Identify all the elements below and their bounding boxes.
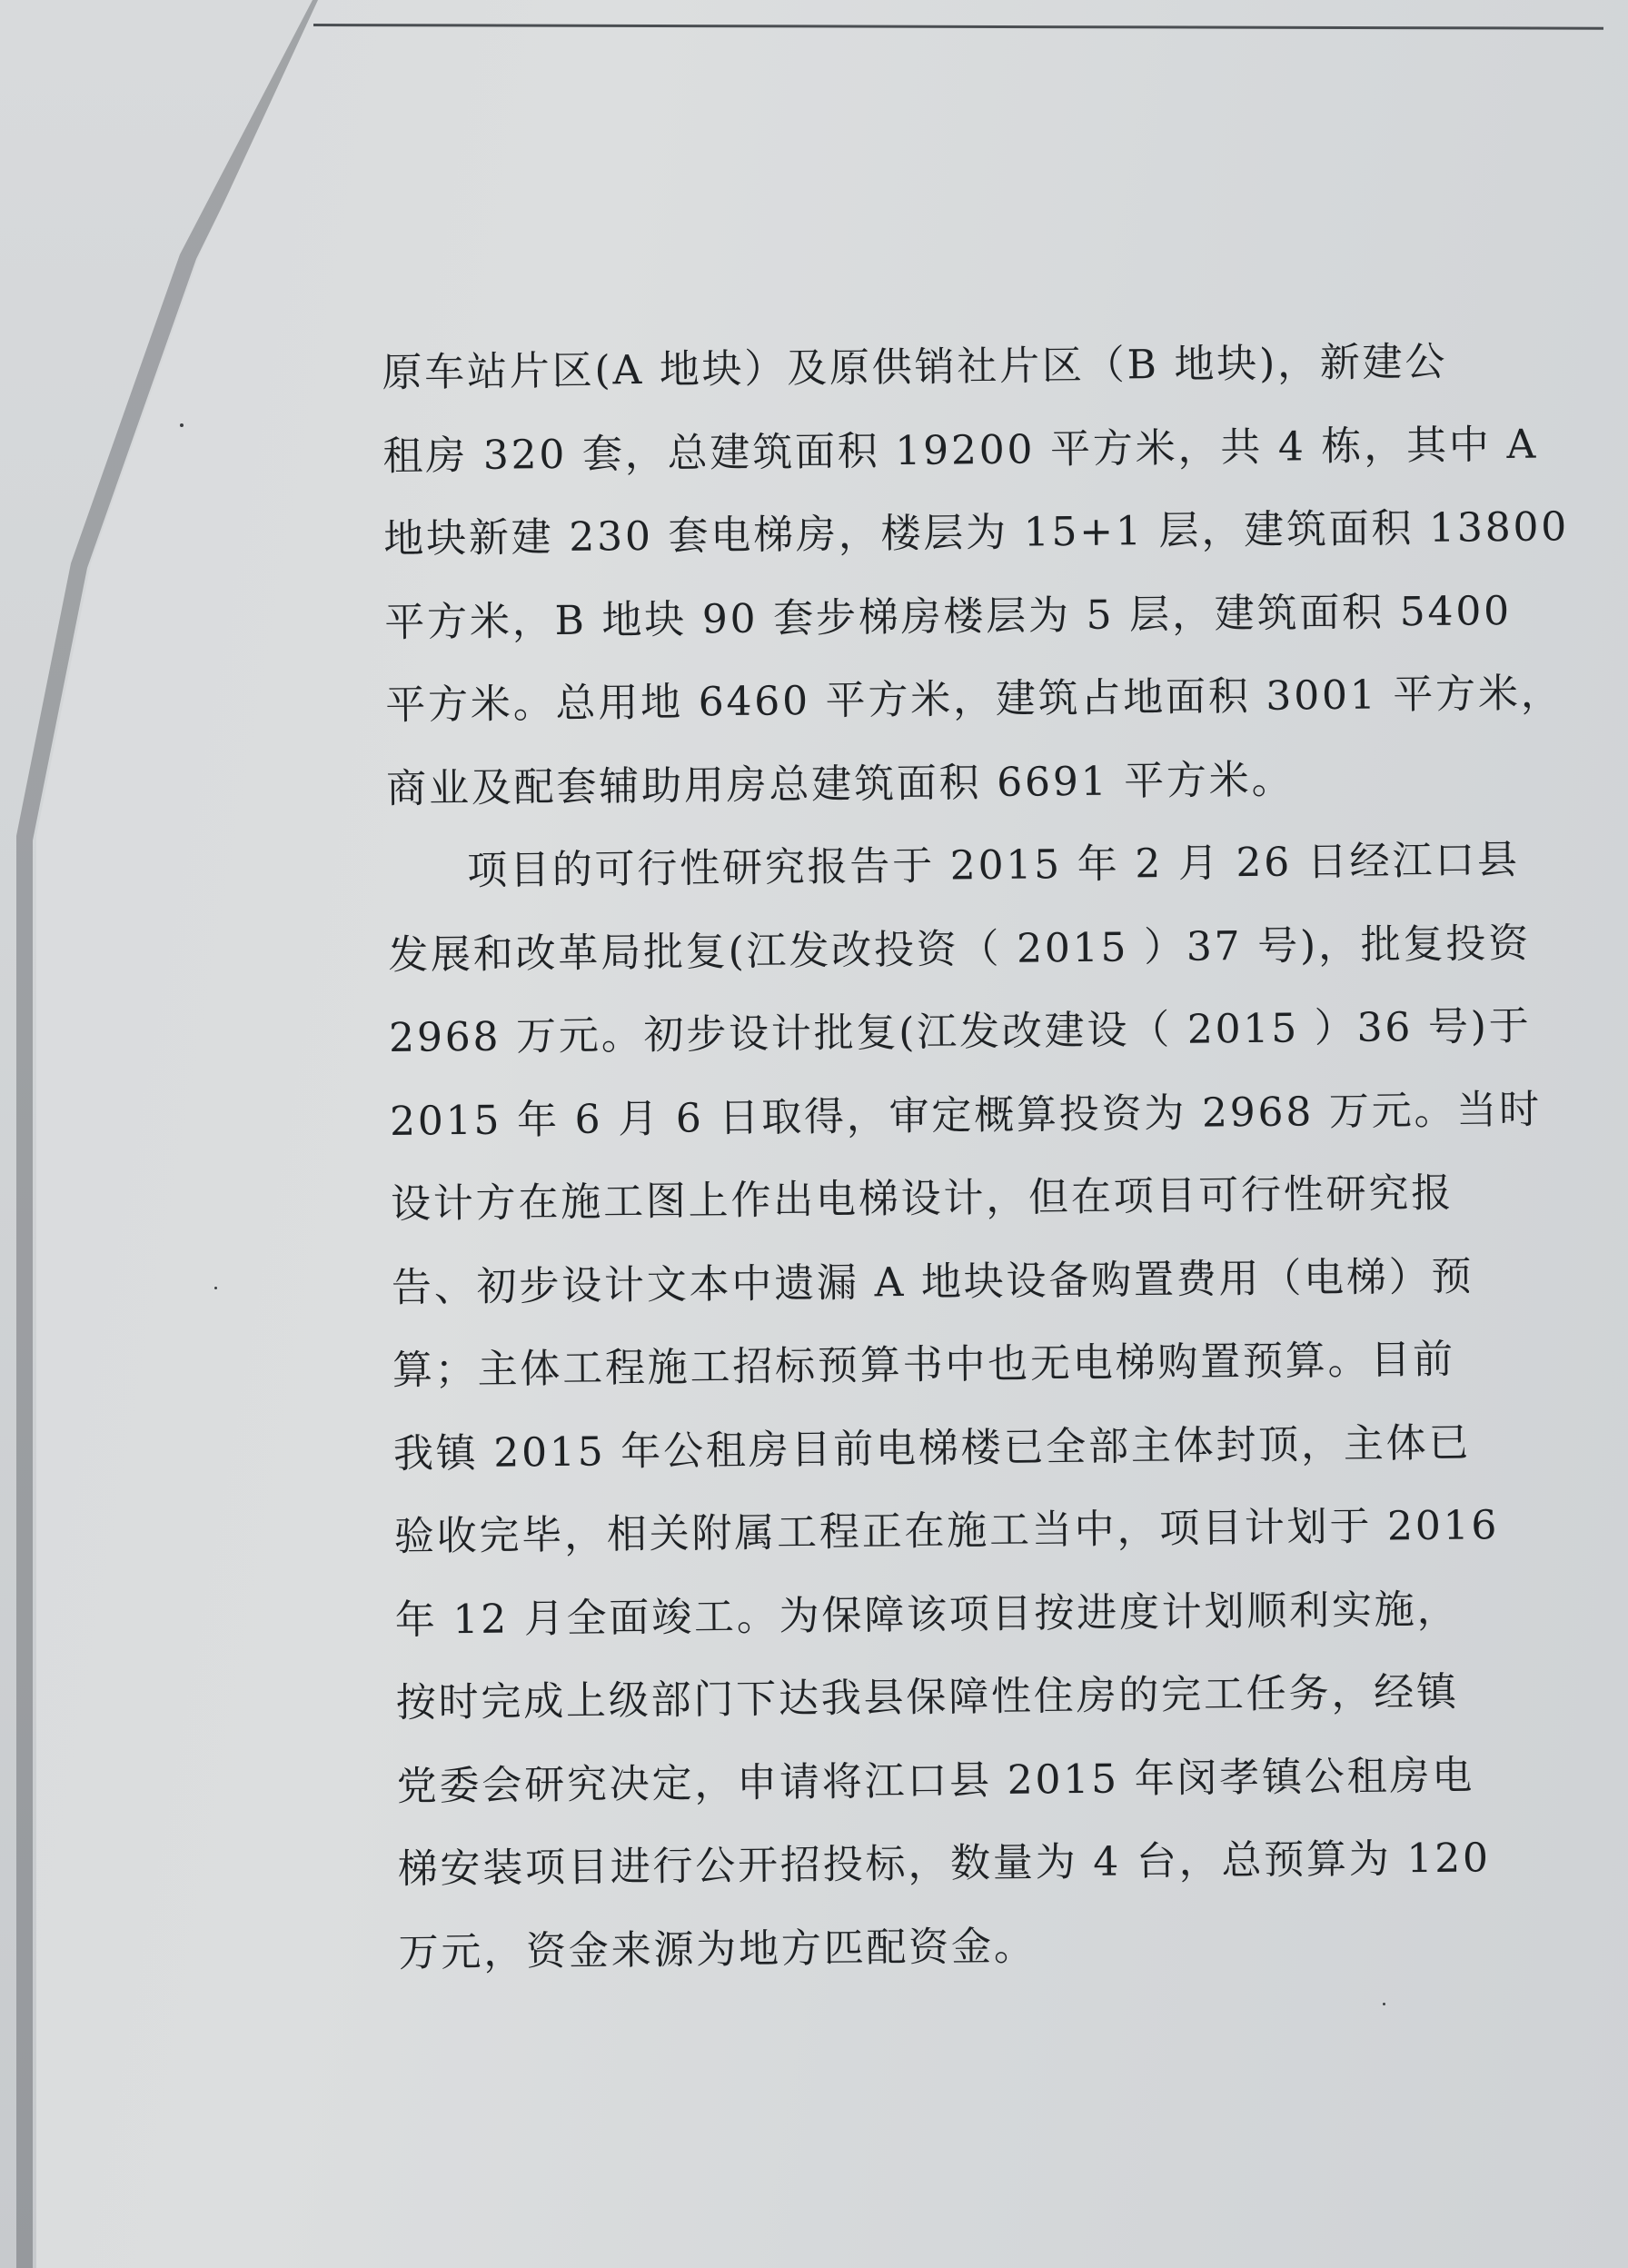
- text-line: 发展和改革局批复(江发改投资（ 2015 ）37 号)，批复投资: [387, 920, 1532, 979]
- text-line: 万元，资金来源为地方匹配资金。: [398, 1923, 1037, 1976]
- text-line: 2968 万元。初步设计批复(江发改建设（ 2015 ）36 号)于: [388, 1002, 1532, 1061]
- text-line: 平方米，B 地块 90 套步梯房楼层为 5 层，建筑面积 5400: [384, 587, 1513, 646]
- text-line: 告、初步设计文本中遗漏 A 地块设备购置费用（电梯）预: [391, 1252, 1474, 1311]
- body-text: [382, 320, 1570, 1994]
- text-line: 梯安装项目进行公开招投标，数量为 4 台，总预算为 120: [397, 1835, 1492, 1893]
- text-line: 验收完毕，相关附属工程正在施工当中，项目计划于 2016: [393, 1502, 1500, 1560]
- text-line: 地块新建 230 套电梯房，楼层为 15+1 层，建筑面积 13800: [383, 503, 1570, 562]
- paragraph-start-line: 项目的可行性研究报告于 2015 年 2 月 26 日经江口县: [466, 836, 1521, 895]
- text-line: 年 12 月全面竣工。为保障该项目按进度计划顺利实施，: [394, 1586, 1460, 1644]
- text-line: 按时完成上级部门下达我县保障性住房的完工任务，经镇: [395, 1668, 1460, 1726]
- text-line: 算；主体工程施工招标预算书中也无电梯购置预算。目前: [392, 1336, 1456, 1394]
- text-line: 租房 320 套，总建筑面积 19200 平方米，共 4 栋，其中 A: [382, 421, 1539, 480]
- paper-speck: [180, 423, 184, 427]
- text-line: 党委会研究决定，申请将江口县 2015 年闵孝镇公租房电: [396, 1751, 1475, 1810]
- text-line: 设计方在施工图上作出电梯设计，但在项目可行性研究报: [390, 1169, 1454, 1228]
- text-line: 商业及配套辅助用房总建筑面积 6691 平方米。: [386, 756, 1295, 812]
- text-line: 2015 年 6 月 6 日取得，审定概算投资为 2968 万元。当时: [389, 1086, 1543, 1145]
- text-line: 平方米。总用地 6460 平方米，建筑占地面积 3001 平方米，: [385, 670, 1563, 729]
- paper-speck: [1383, 2003, 1385, 2005]
- text-line: 原车站片区(A 地块）及原供销社片区（B 地块)，新建公: [382, 338, 1448, 396]
- text-line: 我镇 2015 年公租房目前电梯楼已全部主体封顶，主体已: [392, 1419, 1472, 1477]
- paper-speck: [214, 1287, 217, 1289]
